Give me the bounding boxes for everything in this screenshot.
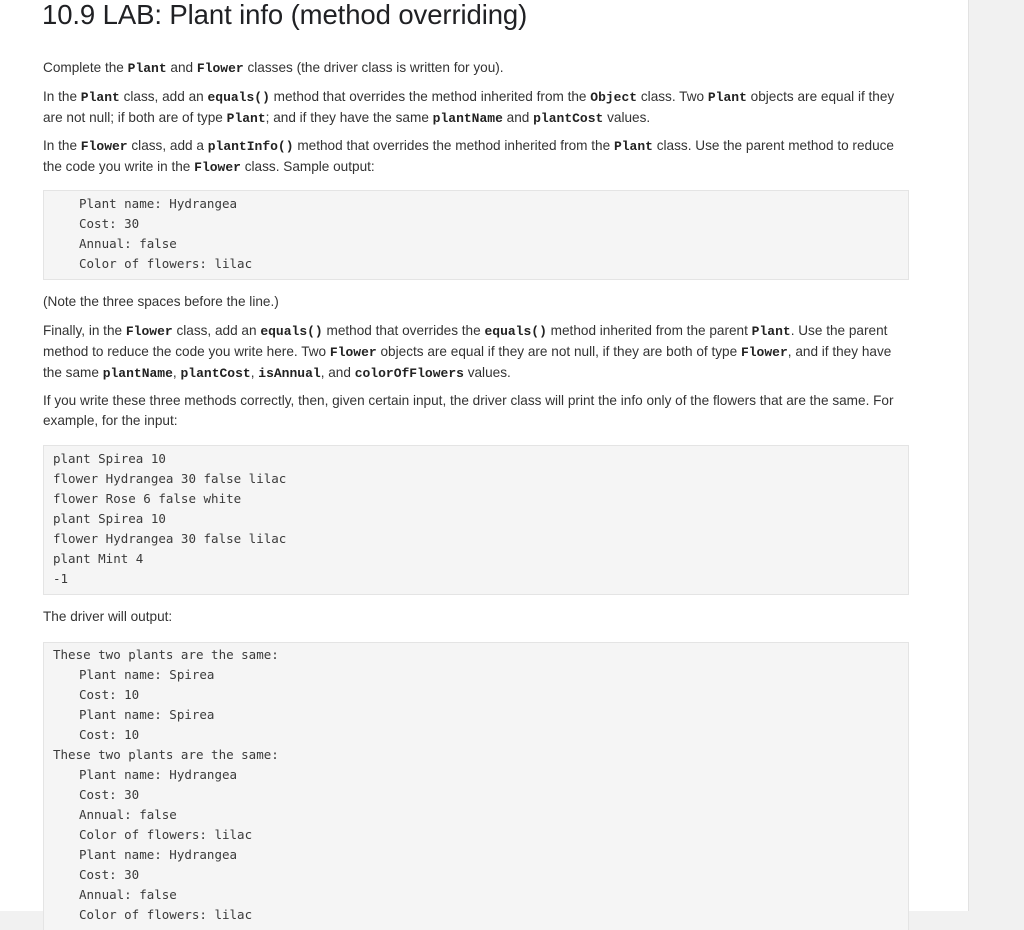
text: In the (43, 89, 81, 104)
text: and (502, 110, 534, 125)
text: method that overrides the (322, 323, 485, 338)
code-term: plantName (102, 366, 173, 381)
code-term: Flower (125, 324, 173, 339)
code-line: These two plants are the same: (53, 647, 279, 662)
code-term: Plant (80, 90, 120, 105)
text: objects are equal if they are not null; if both are of type (43, 89, 895, 125)
code-term: plantCost (180, 366, 251, 381)
text: class. Use the parent method to reduce the code you write in the (43, 138, 894, 174)
text: ; and if they have the same (265, 110, 433, 125)
code-term: plantName (432, 111, 503, 126)
code-line: Plant name: Hydrangea (79, 767, 238, 782)
code-line: Cost: 30 (79, 787, 140, 802)
code-term: equals() (207, 90, 270, 105)
code-term: Flower (196, 61, 244, 76)
code-line: Color of flowers: lilac (79, 907, 253, 922)
code-line: -1 (53, 571, 69, 586)
output-block (43, 642, 909, 930)
text: class. Two (637, 89, 708, 104)
code-term: Object (590, 90, 638, 105)
plant-equals-paragraph (43, 87, 911, 129)
page-title: 10.9 LAB: Plant info (method overriding) (42, 0, 528, 30)
driver-output-paragraph: The driver will output: (43, 609, 173, 624)
intro-paragraph (43, 58, 911, 79)
code-term: isAnnual (258, 366, 321, 381)
code-term: colorOfFlowers (354, 366, 464, 381)
text: values. (603, 110, 651, 125)
code-line: flower Hydrangea 30 false lilac (53, 531, 287, 546)
code-line: Plant name: Spirea (79, 707, 215, 722)
code-term: equals() (260, 324, 323, 339)
code-line: flower Hydrangea 30 false lilac (53, 471, 287, 486)
code-line: These two plants are the same: (53, 747, 279, 762)
code-line: Plant name: Spirea (79, 667, 215, 682)
text: class. Sample output: (240, 159, 375, 174)
code-line: plant Mint 4 (53, 551, 144, 566)
text: class, add a (127, 138, 208, 153)
text: method that overrides the method inherited from the (269, 89, 591, 104)
code-line: Cost: 30 (79, 216, 140, 231)
text: . Use the parent method to reduce the code you write here. Two (43, 323, 888, 359)
driver-input-paragraph: If you write these three methods correctly, then, given certain input, the driver class will print the info only of the flowers that are the same. For example, for the input: (43, 393, 894, 428)
code-line: Plant name: Hydrangea (79, 847, 238, 862)
code-term: Flower (740, 345, 788, 360)
text: values. (463, 365, 511, 380)
text: , and if they have the same (43, 344, 892, 380)
text: class, add an (172, 323, 261, 338)
note-paragraph: (Note the three spaces before the line.) (43, 294, 279, 309)
text: , (250, 365, 259, 380)
text: and (166, 60, 197, 75)
code-line: plant Spirea 10 (53, 511, 166, 526)
text: method inherited from the parent (546, 323, 752, 338)
code-term: plantInfo() (207, 139, 294, 154)
text: , (172, 365, 181, 380)
code-line: Color of flowers: lilac (79, 827, 253, 842)
sample-output-block (43, 190, 909, 280)
text: class, add an (119, 89, 208, 104)
code-line: Annual: false (79, 887, 177, 902)
code-line: Cost: 10 (79, 727, 140, 742)
text: , and (320, 365, 355, 380)
code-line: flower Rose 6 false white (53, 491, 242, 506)
code-line: Cost: 10 (79, 687, 140, 702)
code-term: equals() (484, 324, 547, 339)
code-term: Flower (194, 160, 241, 175)
code-line: Annual: false (79, 236, 177, 251)
flower-plantinfo-paragraph (43, 136, 911, 178)
code-line: Color of flowers: lilac (79, 256, 253, 271)
code-term: Plant (226, 111, 266, 126)
code-term: plantCost (533, 111, 604, 126)
input-block (43, 445, 909, 595)
code-line: Plant name: Hydrangea (79, 196, 238, 211)
code-term: Plant (707, 90, 747, 105)
text: Complete the (43, 60, 128, 75)
code-term: Flower (80, 139, 128, 154)
flower-equals-paragraph (43, 321, 911, 384)
text: method that overrides the method inherited from the (293, 138, 614, 153)
text: classes (the driver class is written for you). (243, 60, 504, 75)
text: In the (43, 138, 81, 153)
code-line: Cost: 30 (79, 867, 140, 882)
code-term: Flower (329, 345, 377, 360)
text: objects are equal if they are not null, if they are both of type (376, 344, 741, 359)
right-gutter (969, 0, 1024, 911)
code-term: Plant (751, 324, 791, 339)
code-term: Plant (127, 61, 167, 76)
code-line: Annual: false (79, 807, 177, 822)
code-line: plant Spirea 10 (53, 451, 166, 466)
code-term: Plant (613, 139, 653, 154)
text: Finally, in the (43, 323, 126, 338)
